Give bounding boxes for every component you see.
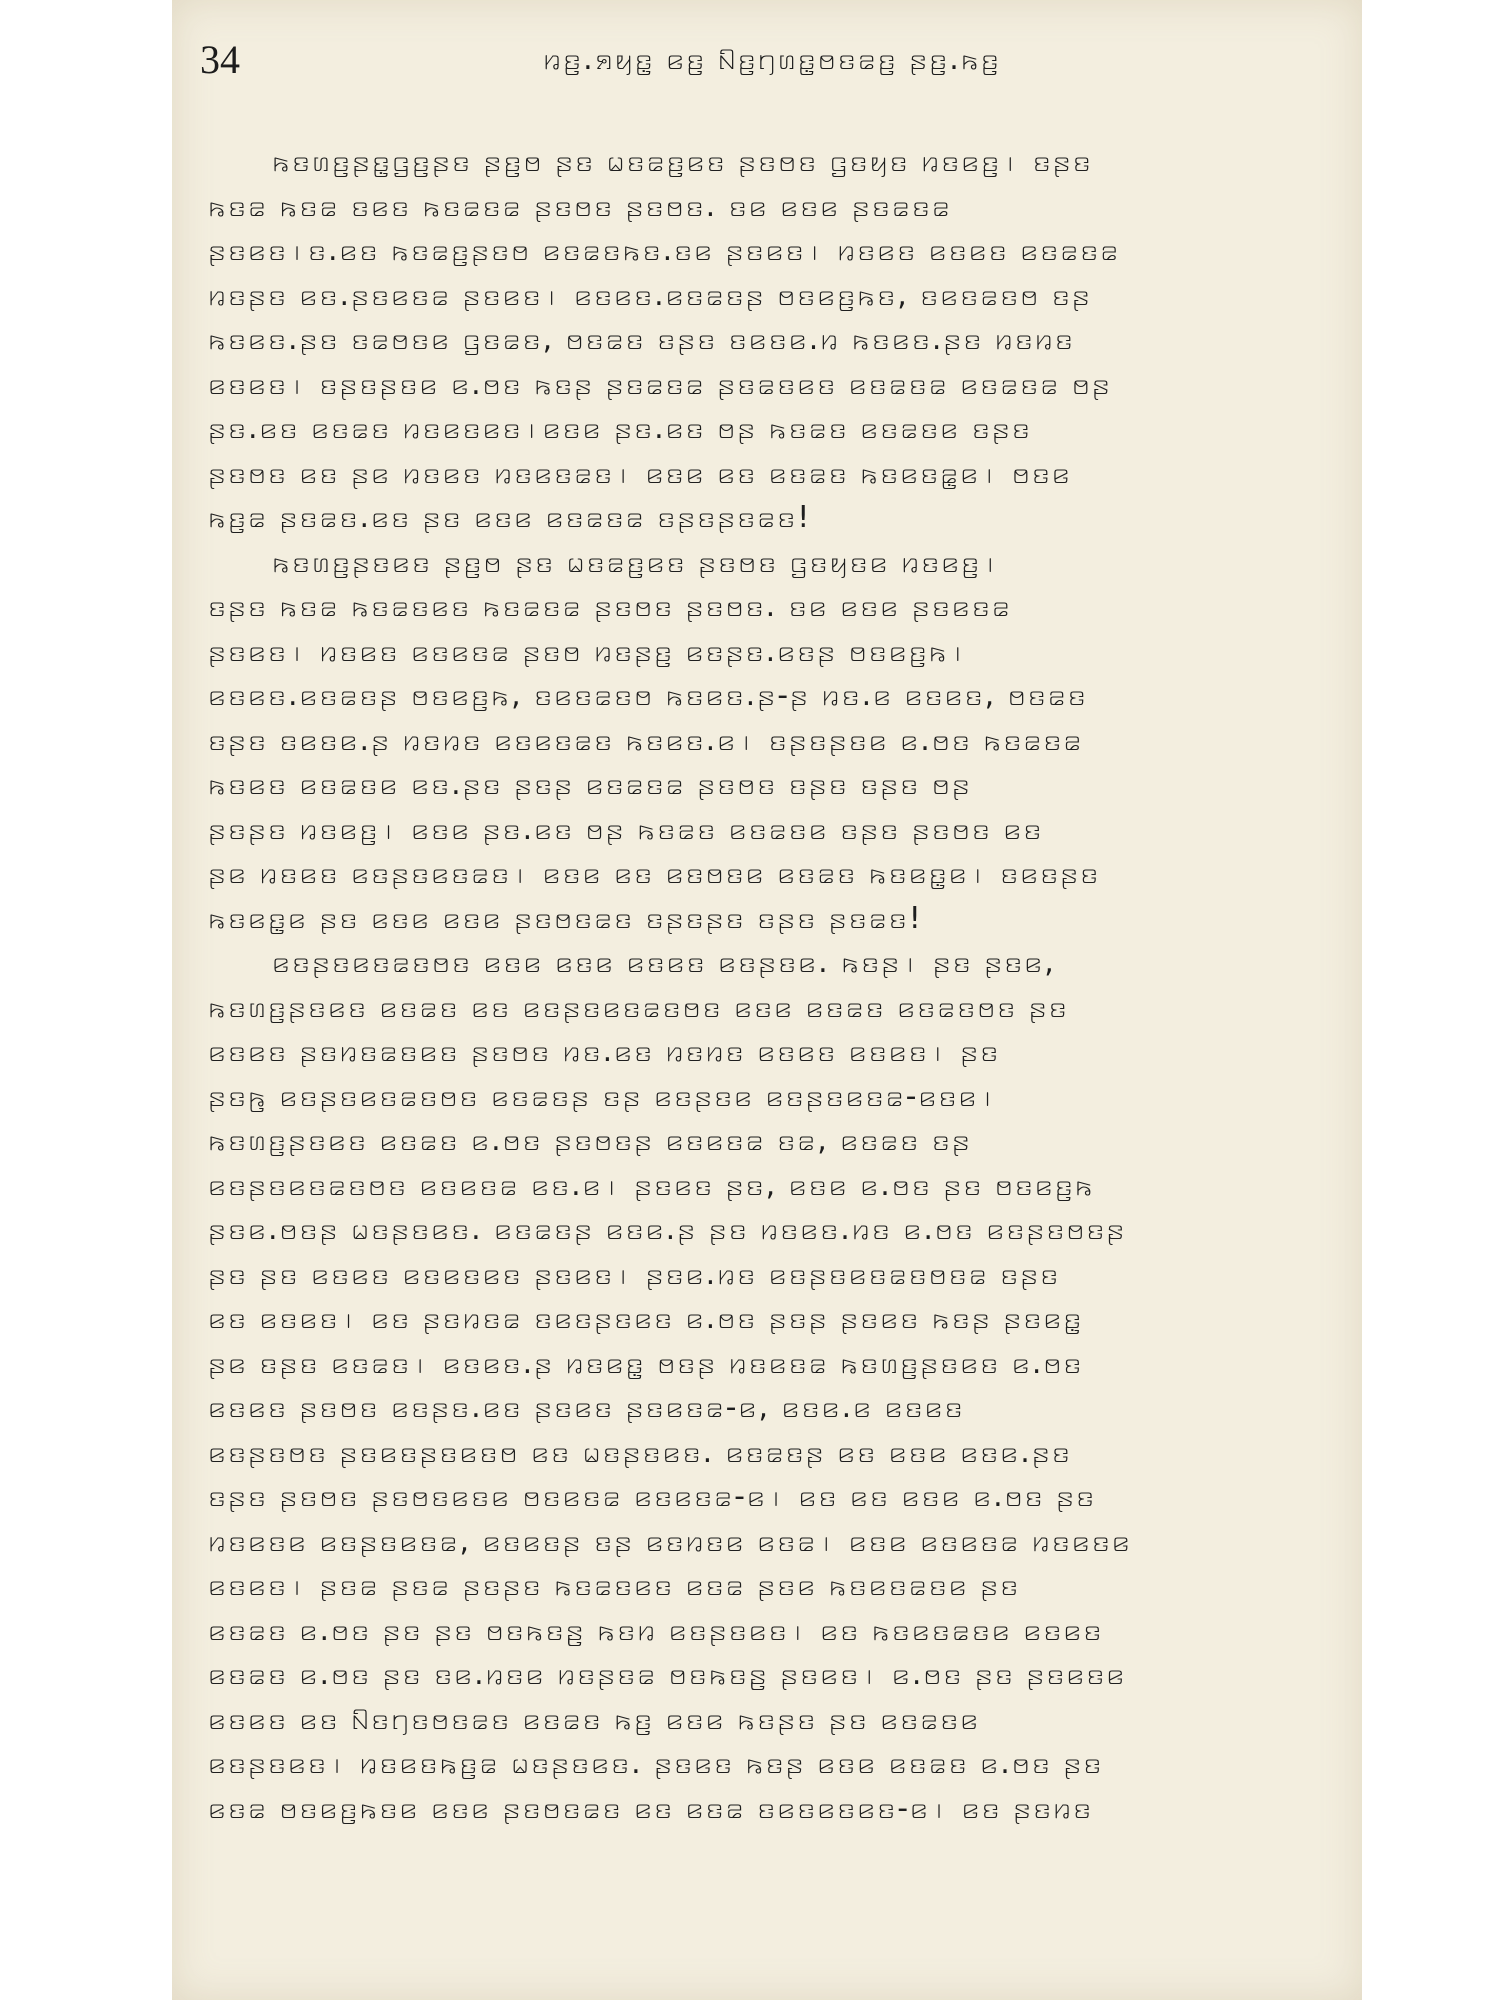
text-line: ꤒꤢꤛꤢ꤬ꤔꤢꤕꤢ ꤔꤢ꤬ꤥ ꤔꤢ ꤗꤢꤘꤢ꤬ꤕꤢ ꤔꤢꤥꤢ ꤞꤢꤟꤢꤕ ꤙꤢꤕꤢ꤬꤯ <box>272 544 1002 580</box>
text-line: ꤕꤢꤕꤢ ꤕꤢ ꤡꤢꤚꤢꤥꤢꤘꤢ ꤕꤢꤘꤢ ꤒꤢ꤬ ꤕꤢꤕ ꤒꤢꤔꤢ ꤔꤢ ꤕꤢꤘꤢꤕ <box>208 1701 981 1737</box>
text-line: ꤔꤢꤕ.ꤥꤢꤔ ꤗꤢꤔꤢꤕꤢ. ꤕꤢꤘꤢꤔ ꤕꤢꤕ.ꤔ ꤔꤢ ꤙꤢꤕꤢ.ꤙꤢ ꤕ.ꤥꤢ ꤕꤢꤔꤢꤥꤢꤔ <box>208 1212 1127 1247</box>
running-head <box>172 32 1362 92</box>
text-line: ꤔꤢ ꤔꤢ ꤕꤢꤕꤢ ꤕꤢꤕꤢꤕꤢ ꤔꤢꤕꤢ꤯ ꤔꤢꤕ.ꤙꤢ ꤕꤢꤔꤢꤕꤢꤘꤢꤥꤢꤘ ꤢꤔꤢ <box>208 1256 1061 1292</box>
text-line: ꤕꤢꤔꤢꤕꤢ꤯ ꤙꤢꤕꤢꤒꤢ꤬ꤘ ꤗꤢꤔꤢꤕꤢ. ꤔꤢꤕꤢ ꤒꤢꤔ ꤕꤢꤕ ꤕꤢꤘꤢ ꤕ.ꤥꤢ ꤔꤢ <box>208 1746 1104 1781</box>
text-line: ꤒꤢꤛꤢ꤬ꤔꤢꤕꤢ ꤕꤢꤘꤢ ꤕ.ꤥꤢ ꤔꤢꤥꤢꤔ ꤕꤢꤕꤢꤘ ꤢꤘ, ꤕꤢꤘꤢ ꤢꤔ <box>208 1123 972 1158</box>
text-line: ꤙꤢꤔꤢ ꤕꤢ.ꤔꤢꤕꤢꤘ ꤔꤢꤕꤢ꤯ ꤕꤢꤕꤢ.ꤕꤢꤘꤢꤔ ꤥꤢꤕꤢ꤬ꤒꤢ, ꤢꤕꤢꤘꤢꤥ ꤢꤔ <box>208 277 1092 313</box>
paragraph <box>208 941 1328 1831</box>
text-line: ꤙꤢꤕꤢꤕ ꤕꤢꤔꤢꤕꤢꤘ, ꤕꤢꤕꤢꤔ ꤢꤔ ꤕꤢꤙꤢꤕ ꤕꤢꤘ꤯ ꤕꤢꤕ ꤕꤢꤕꤢꤘ ꤙꤢꤕꤢꤕ <box>208 1523 1132 1559</box>
text-line: ꤔꤢꤔꤢ ꤙꤢꤕꤢ꤬꤯ ꤕꤢꤕ ꤔꤢ.ꤕꤢ ꤥꤔ ꤒꤢꤘꤢ ꤕꤢꤘꤢꤕ ꤢꤔꤢ ꤔꤢꤥꤢ ꤕꤢ <box>208 811 1044 847</box>
body-text <box>208 140 1328 1831</box>
text-line: ꤒꤢꤕꤢ꤭ꤕ ꤔꤢ ꤕꤢꤕ ꤕꤢꤕ ꤔꤢꤥꤢꤘꤢ ꤢꤔꤢꤔꤢ ꤢꤔꤢ ꤔꤢꤘꤢ! <box>208 900 923 936</box>
page-number: 34 <box>200 37 240 82</box>
text-line: ꤕꤢꤔꤢꤕꤢꤘꤢꤥꤢ ꤕꤢꤕ ꤕꤢꤕ ꤕꤢꤕꤢ ꤕꤢꤔꤢꤕ. ꤒꤢꤔ꤯ ꤔꤢ ꤔꤢꤕ, <box>272 945 1056 980</box>
scanned-page <box>172 0 1362 2000</box>
text-line: ꤕꤢꤔꤢꤥꤢ ꤔꤢꤕꤢꤔꤢꤕꤢꤥ ꤕꤢ ꤗꤢꤔꤢꤕꤢ. ꤕꤢꤘꤢꤔ ꤕꤢ ꤕꤢꤕ ꤕꤢꤕ.ꤔꤢ <box>208 1434 1072 1470</box>
text-line: ꤢꤔꤢ ꤢꤕꤢꤕ.ꤔ ꤙꤢꤙꤢ ꤕꤢꤕꤢꤘꤢ ꤒꤢꤕꤢ.ꤕ꤯ ꤢꤔꤢꤔꤢꤕ ꤕ.ꤥꤢ ꤒꤢꤘꤢꤘ <box>208 722 1084 758</box>
text-line: ꤒꤢꤘ ꤒꤢꤘ ꤢꤕꤢ ꤒꤢꤘꤢꤘ ꤔꤢꤥꤢ ꤔꤢꤥꤢ. ꤢꤕ ꤕꤢꤕ ꤔꤢꤘꤢꤘ <box>208 188 952 224</box>
text-line: ꤒꤢꤛꤢ꤬ꤔꤢ꤭ꤞꤢ꤬ꤔꤢ ꤔꤢ꤬ꤥ ꤔꤢ ꤗꤢꤘꤢ꤬ꤕꤢ ꤔꤢꤥꤢ ꤞꤢꤟꤢ ꤙꤢꤕꤢ꤬꤯ ꤢꤔꤢ <box>272 144 1093 179</box>
text-line: ꤔꤢꤕꤢ꤯ꤢ.ꤕꤢ ꤒꤢꤘꤢ꤬ꤔꤢꤥ ꤕꤢꤘꤢꤒꤢ.ꤢꤕ ꤔꤢꤕꤢ꤯ ꤙꤢꤕꤢ ꤕꤢꤕꤢ ꤕꤢꤘꤢꤘ <box>208 233 1121 268</box>
text-line: ꤔꤢꤕꤢ꤯ ꤙꤢꤕꤢ ꤕꤢꤕꤢꤘ ꤔꤢꤥ ꤙꤢꤔꤢ꤬ ꤕꤢꤔꤢ.ꤕꤢꤔ ꤥꤢꤕꤢ꤬ꤒ꤯ <box>208 633 969 669</box>
text-line: ꤕꤢꤕꤢ꤯ ꤔꤢꤘ ꤔꤢꤘ ꤔꤢꤔꤢ ꤒꤢꤘꤢꤕꤢ ꤕꤢꤘ ꤔꤢꤕ ꤒꤢꤕꤢꤘꤢꤕ ꤔꤢ <box>208 1568 1021 1603</box>
text-line: ꤒꤢꤛꤢ꤬ꤔꤢꤕꤢ ꤕꤢꤘꤢ ꤕꤢ ꤕꤢꤔꤢꤕꤢꤘꤢꤥꤢ ꤕꤢꤕ ꤕꤢꤘꤢ ꤕꤢꤘꤢꤥꤢ ꤔꤢ <box>208 989 1069 1025</box>
text-line: ꤕꤢꤘ ꤥꤢꤕꤢ꤬ꤒꤢꤕ ꤕꤢꤕ ꤔꤢꤥꤢꤘꤢ ꤕꤢ ꤕꤢꤘ ꤢꤕꤢꤕꤢꤕꤢ-ꤕ꤯ ꤕꤢ ꤔꤢꤙꤢ <box>208 1790 1094 1826</box>
paragraph <box>208 541 1328 942</box>
text-line: ꤔꤢ.ꤕꤢ ꤕꤢꤘꤢ ꤙꤢꤕꤢꤕꤢ꤯ꤕꤢꤕ ꤔꤢ.ꤕꤢ ꤥꤔ ꤒꤢꤘꤢ ꤕꤢꤘꤢꤕ ꤢꤔꤢ <box>208 411 1032 446</box>
text-line: ꤕꤢꤕꤢ ꤔꤢꤥꤢ ꤕꤢꤔꤢ.ꤕꤢ ꤔꤢꤕꤢ ꤔꤢꤕꤢꤘ-ꤕ, ꤕꤢꤕ.ꤕ ꤕꤢꤕꤢ <box>208 1390 965 1425</box>
text-line: ꤢꤔꤢ ꤔꤢꤥꤢ ꤔꤢꤥꤢꤕꤢꤕ ꤥꤢꤕꤢꤘ ꤕꤢꤕꤢꤘ-ꤕ꤯ ꤕꤢ ꤕꤢ ꤕꤢꤕ ꤕ.ꤥꤢ ꤔꤢ <box>208 1479 1097 1514</box>
text-line: ꤔꤕ ꤙꤢꤕꤢ ꤕꤢꤔꤢꤕꤢꤘꤢ꤯ ꤕꤢꤕ ꤕꤢ ꤕꤢꤥꤢꤕ ꤕꤢꤘꤢ ꤒꤢꤕꤢ꤭ꤕ꤯ ꤢꤕꤢꤔꤢ <box>208 856 1101 891</box>
text-line: ꤔꤢꤥꤢ ꤕꤢ ꤔꤕ ꤙꤢꤕꤢ ꤙꤢꤕꤢꤘꤢ꤯ ꤕꤢꤕ ꤕꤢ ꤕꤢꤘꤢ ꤒꤢꤕꤢꤘ꤭ꤕ꤯ ꤥꤢꤕ <box>208 455 1072 491</box>
text-line: ꤕꤢꤕꤢ꤯ ꤢꤔꤢꤔꤢꤕ ꤕ.ꤥꤢ ꤒꤢꤔ ꤔꤢꤘꤢꤘ ꤔꤢꤘꤢꤕꤢ ꤕꤢꤘꤢꤘ ꤕꤢꤘꤢꤘ ꤥꤔ <box>208 366 1112 402</box>
text-line: ꤒꤢꤕꤢ.ꤔꤢ ꤢꤘꤥꤢꤕ ꤞꤢꤘꤢ, ꤥꤢꤘꤢ ꤢꤔꤢ ꤢꤕꤢꤕ.ꤙ ꤒꤢꤕꤢ.ꤔꤢ ꤙꤢꤙꤢ <box>208 322 1075 357</box>
text-line: ꤕꤢꤕꤢ ꤔꤢꤙꤢꤘꤢꤕꤢ ꤔꤢꤥꤢ ꤙꤢ.ꤕꤢ ꤙꤢꤙꤢ ꤕꤢꤕꤢ ꤕꤢꤕꤢ꤯ ꤔꤢ <box>208 1034 1001 1069</box>
text-line: ꤕꤢ ꤕꤢꤕꤢ꤯ ꤕꤢ ꤔꤢꤙꤢꤘ ꤢꤕꤢꤔꤢꤕꤢ ꤕ.ꤥꤢ ꤔꤢꤔ ꤔꤢꤕꤢ ꤒꤢꤔ ꤔꤢꤕꤢ꤭ <box>208 1301 1084 1336</box>
running-title: ꤙꤢ꤬.ꤎꤟꤢ꤭ ꤕꤢ꤬ ꤡꤢ꤬ꤚꤛꤢ꤭ꤥꤢꤘꤢ꤬ ꤔꤢ꤬.ꤒꤢ꤬ <box>543 42 1001 77</box>
text-line: ꤒꤢ꤬ꤘ ꤔꤢꤘꤢ.ꤕꤢ ꤔꤢ ꤕꤢꤕ ꤕꤢꤘꤢꤘ ꤢꤔꤢꤔꤢꤘꤢ! <box>208 500 812 535</box>
text-line: ꤕꤢꤔꤢꤕꤢꤘꤢꤥꤢ ꤕꤢꤕꤢꤘ ꤕꤢ.ꤕ꤯ ꤔꤢꤕꤢ ꤔꤢ, ꤕꤢꤕ ꤕ.ꤥꤢ ꤔꤢ ꤥꤢꤕꤢ꤬ꤒ <box>208 1167 1095 1203</box>
text-line: ꤕꤢꤘꤢ ꤕ.ꤥꤢ ꤔꤢ ꤔꤢ ꤥꤢꤒꤢꤔ꤬ ꤒꤢꤙ ꤕꤢꤔꤢꤕꤢ꤯ ꤕꤢ ꤒꤢꤕꤢꤘꤢꤕ ꤕꤢꤕꤢ <box>208 1612 1104 1648</box>
text-line: ꤔꤕ ꤢꤔꤢ ꤕꤢꤘꤢ꤯ ꤕꤢꤕꤢ.ꤔ ꤙꤢꤕꤢ꤭ ꤥꤢꤔ ꤙꤢꤕꤢꤘ ꤒꤢꤛꤢ꤬ꤔꤢꤕꤢ ꤕ.ꤥꤢ <box>208 1345 1084 1381</box>
text-line: ꤔꤢꤒ꤬ ꤕꤢꤔꤢꤕꤢꤘꤢꤥꤢ ꤕꤢꤘꤢꤔ ꤢꤔ ꤕꤢꤔꤢꤕ ꤕꤢꤔꤢꤕꤢꤘ-ꤕꤢꤕ꤯ <box>208 1078 999 1114</box>
text-line: ꤕꤢꤘꤢ ꤕ.ꤥꤢ ꤔꤢ ꤢꤕ.ꤙꤢꤕ ꤙꤢꤔꤢꤘ ꤥꤢꤒꤢꤔ꤬ ꤔꤢꤕꤢ꤯ ꤕ.ꤥꤢ ꤔꤢ ꤔꤢꤕꤢꤕ <box>208 1657 1127 1692</box>
text-line: ꤒꤢꤕꤢ ꤕꤢꤘꤢꤕ ꤕꤢ.ꤔꤢ ꤔꤢꤔ ꤕꤢꤘꤢꤘ ꤔꤢꤥꤢ ꤢꤔꤢ ꤢꤔꤢ ꤥꤔ <box>208 767 972 802</box>
text-line: ꤢꤔꤢ ꤒꤢꤘ ꤒꤢꤘꤢꤕꤢ ꤒꤢꤘꤢꤘ ꤔꤢꤥꤢ ꤔꤢꤥꤢ. ꤢꤕ ꤕꤢꤕ ꤔꤢꤕꤢꤘ <box>208 589 1012 624</box>
paragraph <box>208 140 1328 541</box>
text-line: ꤕꤢꤕꤢ.ꤕꤢꤘꤢꤔ ꤥꤢꤕꤢ꤬ꤒ, ꤢꤕꤢꤘꤢꤥ ꤒꤢꤕꤢ.ꤔ-ꤔ ꤙꤢ.ꤕ ꤕꤢꤕꤢ, ꤥꤢꤘꤢ <box>208 678 1088 713</box>
